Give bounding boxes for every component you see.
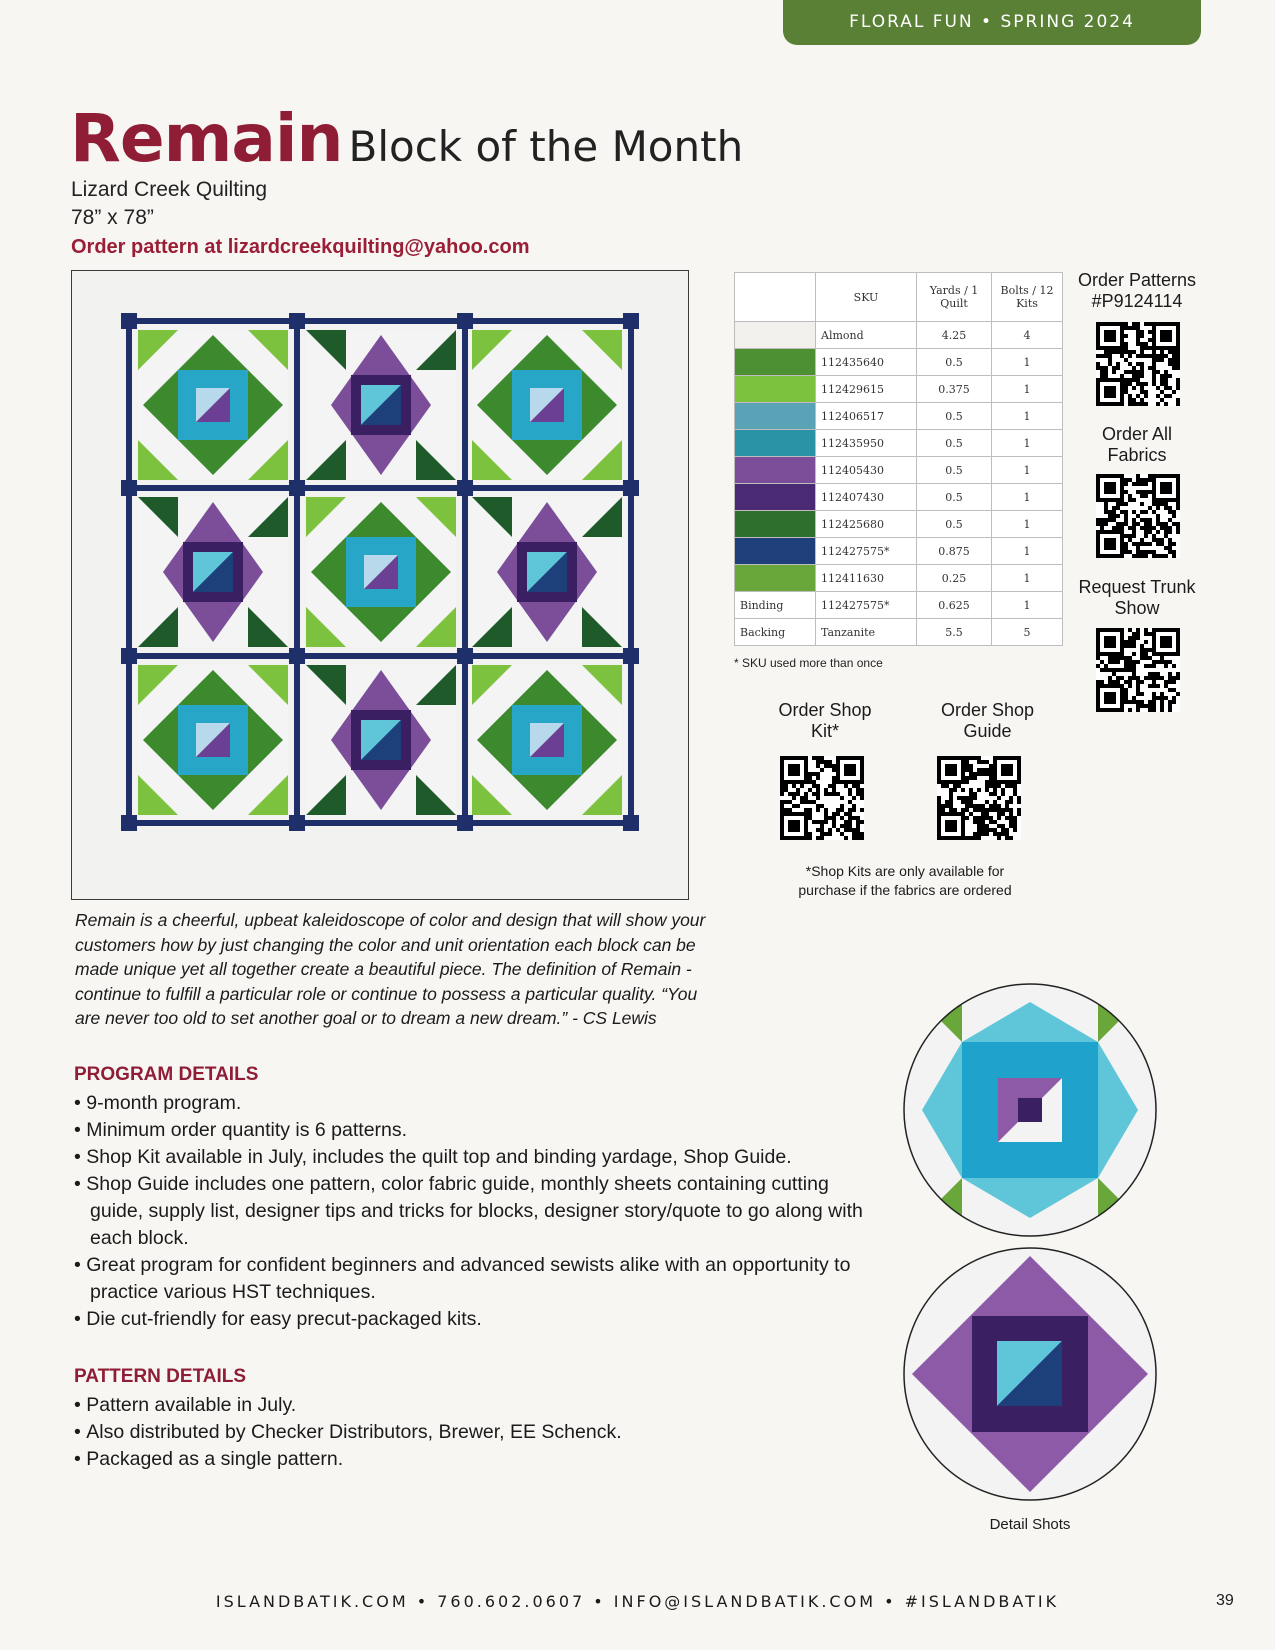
fabric-row	[735, 619, 1063, 646]
fabric-row	[735, 565, 1063, 592]
fabric-yards: 4.25	[917, 322, 992, 349]
bullet-item: • Also distributed by Checker Distributors, Brewer, EE Schenck.	[74, 1419, 874, 1446]
fabric-swatch	[735, 349, 816, 376]
order-pattern-link[interactable]: Order pattern at lizardcreekquilting@yahoo.com	[71, 236, 530, 258]
fabric-sku: 112427575*	[816, 592, 917, 619]
fabric-bolts: 1	[992, 565, 1063, 592]
pattern-list	[74, 1392, 874, 1473]
fabric-yards: 0.875	[917, 538, 992, 565]
fabric-bolts: 5	[992, 619, 1063, 646]
fabric-sku: 112407430	[816, 484, 917, 511]
fabric-sku: 112435640	[816, 349, 917, 376]
bullet-item: • Die cut-friendly for easy precut-packaged kits.	[74, 1306, 874, 1333]
fabric-swatch: Backing	[735, 619, 816, 646]
pattern-heading: PATTERN DETAILS	[74, 1366, 247, 1387]
bullet-item: • Minimum order quantity is 6 patterns.	[74, 1117, 874, 1144]
bolts-header: Bolts / 12 Kits	[992, 273, 1063, 322]
fabric-bolts: 1	[992, 511, 1063, 538]
fabric-sku: 112406517	[816, 403, 917, 430]
catalog-banner: FLORAL FUN • SPRING 2024	[783, 0, 1201, 45]
qr-shop-kit[interactable]	[780, 756, 864, 845]
description: Remain is a cheerful, upbeat kaleidoscope of color and design that will show your customers how by just changing the color and unit orientation each block can be made unique yet all together create a beautiful piece. The definition of Remain - continue to fulfill a particular role or continue to possess a particular quality. “You are never too old to set another goal or to dream a new dream.” - CS Lewis	[75, 910, 706, 1028]
fabric-row	[735, 457, 1063, 484]
detail-shot-1	[902, 982, 1158, 1238]
order-patterns-label: Order Patterns #P9124114	[1077, 270, 1197, 311]
shop-kit-note: *Shop Kits are only available for purchase if the fabrics are ordered	[798, 863, 1012, 898]
designer-name: Lizard Creek Quilting	[71, 178, 268, 201]
fabric-bolts: 1	[992, 403, 1063, 430]
fabric-yards: 0.625	[917, 592, 992, 619]
qr-code-graphic	[1096, 628, 1180, 712]
fabric-bolts: 4	[992, 322, 1063, 349]
quilt-image	[71, 270, 689, 900]
fabric-bolts: 1	[992, 430, 1063, 457]
qr-order-patterns[interactable]	[1096, 322, 1180, 411]
shop-guide-label: Order Shop Guide	[940, 700, 1035, 741]
bullet-item: • Pattern available in July.	[74, 1392, 874, 1419]
order-fabrics-label: Order All Fabrics	[1101, 424, 1173, 465]
fabric-sku: 112411630	[816, 565, 917, 592]
fabric-bolts: 1	[992, 484, 1063, 511]
qr-code-graphic	[1096, 322, 1180, 406]
fabric-swatch	[735, 430, 816, 457]
qr-order-fabrics[interactable]	[1096, 474, 1180, 563]
qr-trunk-show[interactable]	[1096, 628, 1180, 717]
qr-code-graphic	[937, 756, 1021, 840]
fabric-bolts: 1	[992, 592, 1063, 619]
fabric-yards: 0.25	[917, 565, 992, 592]
quilt-size: 78” x 78”	[71, 206, 154, 229]
fabric-row	[735, 430, 1063, 457]
fabric-swatch	[735, 376, 816, 403]
footer-contact: ISLANDBATIK.COM • 760.602.0607 • INFO@ISLANDBATIK.COM • #ISLANDBATIK	[215, 1592, 1060, 1611]
fabric-table	[734, 272, 1063, 646]
fabric-yards: 0.5	[917, 349, 992, 376]
bullet-item: • Great program for confident beginners and advanced sewists alike with an opportunity to practice various HST techniques.	[74, 1252, 874, 1306]
fabric-bolts: 1	[992, 349, 1063, 376]
fabric-row	[735, 376, 1063, 403]
fabric-sku: Almond	[816, 322, 917, 349]
detail-shot-2	[902, 1246, 1158, 1502]
fabric-sku: Tanzanite	[816, 619, 917, 646]
qr-code-graphic	[1096, 474, 1180, 558]
detail-shots-label: Detail Shots	[989, 1516, 1071, 1533]
fabric-row	[735, 538, 1063, 565]
fabric-yards: 0.5	[917, 430, 992, 457]
fabric-yards: 0.5	[917, 403, 992, 430]
fabric-swatch	[735, 565, 816, 592]
trunk-show-label: Request Trunk Show	[1078, 577, 1196, 618]
fabric-yards: 0.5	[917, 484, 992, 511]
qr-shop-guide[interactable]	[937, 756, 1021, 845]
fabric-bolts: 1	[992, 457, 1063, 484]
fabric-yards: 0.5	[917, 511, 992, 538]
yards-header: Yards / 1 Quilt	[917, 273, 992, 322]
fabric-bolts: 1	[992, 376, 1063, 403]
fabric-bolts: 1	[992, 538, 1063, 565]
shop-kit-label: Order Shop Kit*	[778, 700, 872, 741]
sku-header: SKU	[816, 273, 917, 322]
fabric-row	[735, 349, 1063, 376]
fabric-row	[735, 484, 1063, 511]
bullet-item: • Packaged as a single pattern.	[74, 1446, 874, 1473]
sku-note: * SKU used more than once	[734, 656, 883, 670]
program-heading: PROGRAM DETAILS	[74, 1064, 259, 1085]
bullet-item: • 9-month program.	[74, 1090, 874, 1117]
fabric-swatch: Binding	[735, 592, 816, 619]
title-main: Remain	[70, 100, 343, 177]
fabric-sku: 112405430	[816, 457, 917, 484]
bullet-item: • Shop Guide includes one pattern, color fabric guide, monthly sheets containing cutting guide, supply list, designer tips and tricks for blocks, designer story/quote to go along with each block.	[74, 1171, 874, 1252]
fabric-sku: 112429615	[816, 376, 917, 403]
page-number: 39	[1216, 1592, 1234, 1609]
fabric-swatch	[735, 457, 816, 484]
fabric-swatch	[735, 511, 816, 538]
program-list	[74, 1090, 874, 1333]
fabric-row	[735, 592, 1063, 619]
qr-code-graphic	[780, 756, 864, 840]
fabric-row	[735, 403, 1063, 430]
swatch-header	[735, 273, 816, 322]
fabric-row	[735, 511, 1063, 538]
title-rest: Block of the Month	[348, 122, 744, 171]
fabric-sku: 112425680	[816, 511, 917, 538]
fabric-yards: 5.5	[917, 619, 992, 646]
bullet-item: • Shop Kit available in July, includes the quilt top and binding yardage, Shop Guide.	[74, 1144, 874, 1171]
fabric-swatch	[735, 484, 816, 511]
fabric-yards: 0.5	[917, 457, 992, 484]
fabric-yards: 0.375	[917, 376, 992, 403]
fabric-swatch	[735, 538, 816, 565]
page-title	[70, 100, 743, 177]
fabric-swatch	[735, 322, 816, 349]
fabric-sku: 112427575*	[816, 538, 917, 565]
fabric-sku: 112435950	[816, 430, 917, 457]
fabric-row	[735, 322, 1063, 349]
fabric-swatch	[735, 403, 816, 430]
